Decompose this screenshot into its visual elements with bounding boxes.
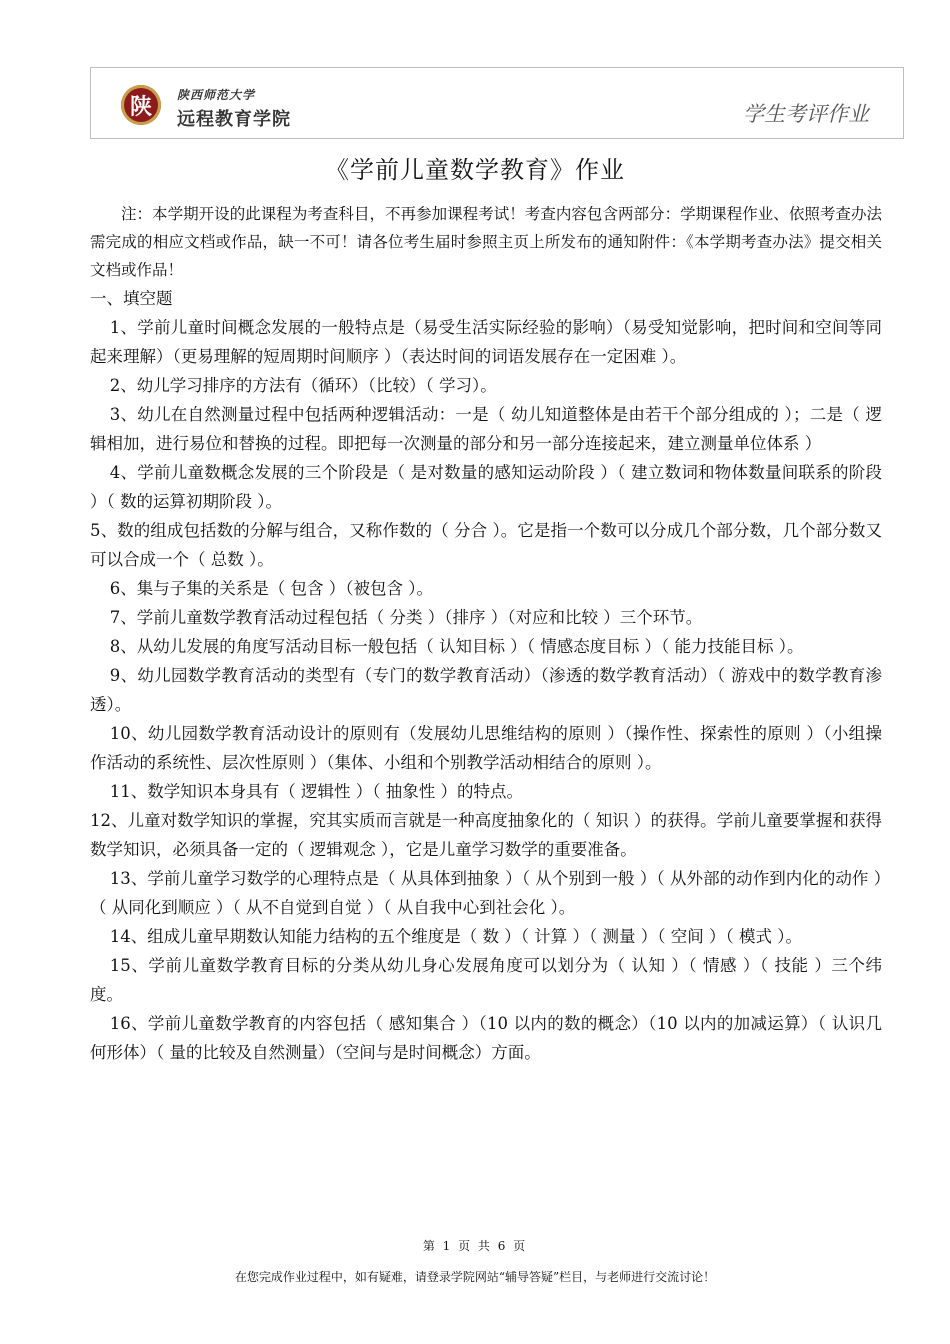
logo-text bbox=[177, 86, 291, 131]
question-item: 12、儿童对数学知识的掌握，究其实质而言就是一种高度抽象化的（ 知识 ）的获得。学前儿童要掌握和获得数学知识，必须具备一定的（ 逻辑观念 ），它是儿童学习数学的重要准备。 bbox=[90, 811, 882, 859]
university-seal-logo: 陕 bbox=[121, 85, 161, 125]
question-item: 2、幼儿学习排序的方法有（循环）（比较）（ 学习）。 bbox=[109, 376, 497, 395]
question-item: 16、学前儿童数学教育的内容包括（ 感知集合 ）（10 以内的数的概念）（10 以内的加减运算）（ 认识几何形体）（ 量的比较及自然测量）（空间与是时间概念）方面。 bbox=[90, 1014, 882, 1062]
section-heading: 一、填空题 bbox=[90, 289, 173, 308]
logo-college-name: 远程教育学院 bbox=[177, 109, 291, 130]
question-item: 6、集与子集的关系是（ 包含 ）（被包含 ）。 bbox=[109, 579, 434, 598]
document-title: 《学前儿童数学教育》作业 bbox=[325, 156, 625, 184]
question-item: 8、从幼儿发展的角度写活动目标一般包括（ 认知目标 ）（ 情感态度目标 ）（ 能力技能目标 ）。 bbox=[109, 637, 804, 656]
question-item: 9、幼儿园数学教育活动的类型有（专门的数学教育活动）（渗透的数学教育活动）（ 游戏中的数学教育渗透）。 bbox=[90, 666, 882, 714]
document-body bbox=[90, 200, 882, 1067]
logo-university-name: 陕西师范大学 bbox=[177, 88, 256, 102]
question-item: 13、学前儿童学习数学的心理特点是（ 从具体到抽象 ）（ 从个别到一般 ）（ 从外部的动作到内化的动作 ）（ 从同化到顺应 ）（ 从不自觉到自觉 ）（ 从自我中心到社会化 ）。 bbox=[90, 869, 882, 917]
footer-note: 在您完成作业过程中，如有疑难，请登录学院网站“辅导答疑”栏目，与老师进行交流讨论！ bbox=[234, 1270, 716, 1284]
question-item: 7、学前儿童数学教育活动过程包括（ 分类 ）（排序 ）（对应和比较 ）三个环节。 bbox=[109, 608, 703, 627]
question-item: 15、学前儿童数学教育目标的分类从幼儿身心发展角度可以划分为（ 认知 ）（ 情感 ）（ 技能 ）三个纬度。 bbox=[90, 956, 882, 1004]
header-banner bbox=[90, 67, 904, 139]
question-item: 1、学前儿童时间概念发展的一般特点是（易受生活实际经验的影响）（易受知觉影响，把时间和空间等同起来理解）（更易理解的短周期时间顺序 ）（表达时间的词语发展存在一定困难 ）。 bbox=[90, 318, 882, 366]
question-item: 3、幼儿在自然测量过程中包括两种逻辑活动：一是（ 幼儿知道整体是由若干个部分组成的 ）；二是（ 逻辑相加，进行易位和替换的过程。即把每一次测量的部分和另一部分连接起来，建立测量单位体系 ） bbox=[90, 405, 882, 453]
question-item: 10、幼儿园数学教育活动设计的原则有（发展幼儿思维结构的原则 ）（操作性、探索性的原则 ）（小组操作活动的系统性、层次性原则 ）（集体、小组和个别教学活动相结合的原则 ）。 bbox=[90, 724, 882, 772]
question-item: 5、数的组成包括数的分解与组合，又称作数的（ 分合 ）。它是指一个数可以分成几个部分数，几个部分数又可以合成一个（ 总数 ）。 bbox=[90, 521, 882, 569]
question-list bbox=[90, 313, 882, 1067]
page-number: 第 1 页 共 6 页 bbox=[422, 1239, 528, 1253]
question-item: 14、组成儿童早期数认知能力结构的五个维度是（ 数 ）（ 计算 ）（ 测量 ）（ 空间 ）（ 模式 ）。 bbox=[109, 927, 802, 946]
header-right-title: 学生考评作业 bbox=[743, 102, 869, 126]
question-item: 4、学前儿童数概念发展的三个阶段是（ 是对数量的感知运动阶段 ）（ 建立数词和物体数量间联系的阶段 ）（ 数的运算初期阶段 ）。 bbox=[90, 463, 882, 511]
course-note: 注：本学期开设的此课程为考查科目，不再参加课程考试！考查内容包含两部分：学期课程作业、依照考查办法需完成的相应文档或作品，缺一不可！请各位考生届时参照主页上所发布的通知附件：《本学期考查办法》提交相关文档或作品！ bbox=[90, 205, 882, 279]
question-item: 11、数学知识本身具有（ 逻辑性 ）（ 抽象性 ）的特点。 bbox=[109, 782, 524, 801]
